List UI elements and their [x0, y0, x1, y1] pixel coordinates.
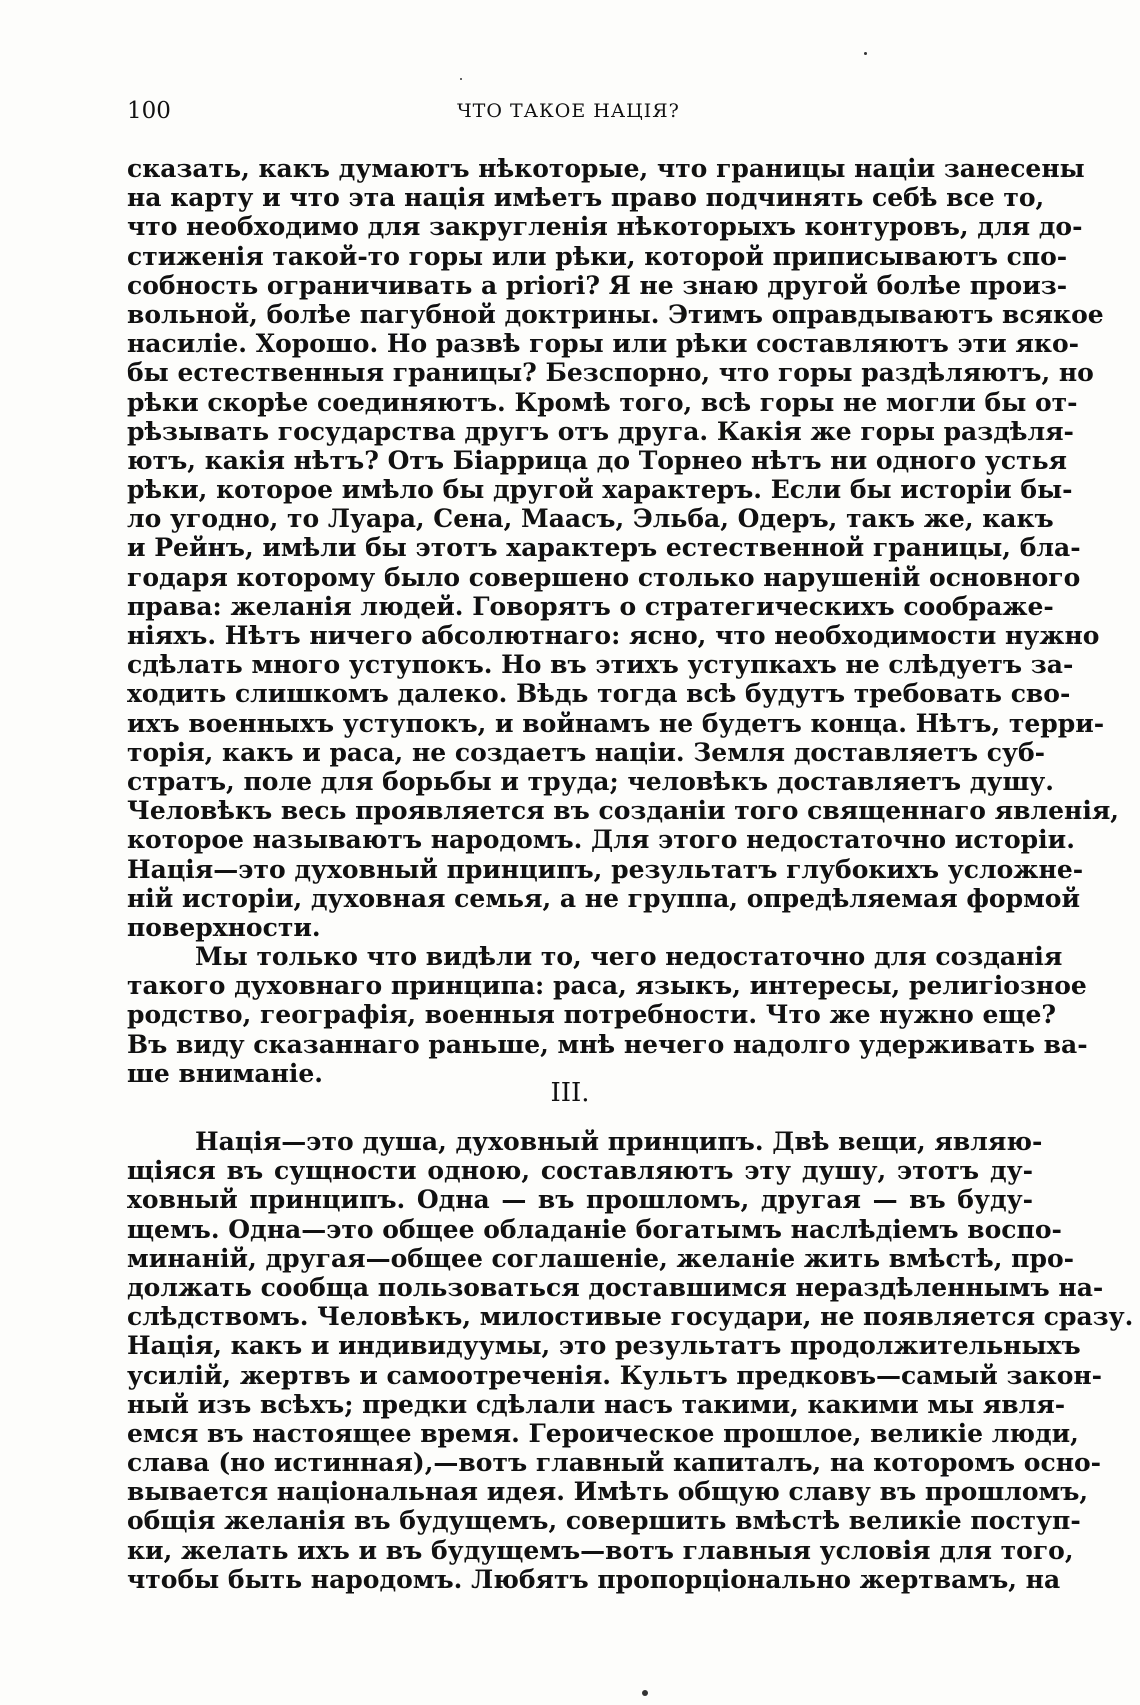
text-line: Нація—это духовный принципъ, результатъ глубокихъ усложне-	[127, 854, 1084, 884]
text-line: ше вниманіе.	[127, 1058, 324, 1088]
text-line: бы естественныя границы? Безспорно, что горы раздѣляютъ, но	[127, 358, 1094, 388]
text-line: насиліе. Хорошо. Но развѣ горы или рѣки составляютъ эти яко-	[127, 329, 1079, 359]
text-line: ній исторіи, духовная семья, а не группа, опредѣляемая формой	[127, 883, 1081, 913]
text-line: щемъ. Одна—это общее обладаніе богатымъ наслѣдіемъ воспо-	[127, 1214, 1062, 1244]
text-line: стратъ, поле для борьбы и труда; человѣкъ доставляетъ душу.	[127, 766, 1055, 796]
text-line: сдѣлать много уступокъ. Но въ этихъ уступкахъ не слѣдуетъ за-	[127, 650, 1074, 680]
text-line: на карту и что эта нація имѣетъ право подчинять себѣ все то,	[127, 183, 1045, 213]
text-line: вольной, болѣе пагубной доктрины. Этимъ оправдываютъ всякое	[127, 299, 1104, 329]
text-line: слѣдствомъ. Человѣкъ, милостивые государи, не появляется сразу.	[127, 1302, 1134, 1332]
text-line: которое называютъ народомъ. Для этого недостаточно исторіи.	[127, 825, 1075, 855]
text-line: Мы только что видѣли то, чего недостаточно для созданія	[195, 942, 1063, 972]
text-line: щіяся въ сущности одною, составляютъ эту душу, этотъ ду-	[127, 1156, 1033, 1186]
text-line: рѣзывать государства другъ отъ друга. Какія же горы раздѣля-	[127, 416, 1074, 446]
text-line: ный изъ всѣхъ; предки сдѣлали насъ такими, какими мы явля-	[127, 1389, 1066, 1419]
text-line: ихъ военныхъ уступокъ, и войнамъ не будетъ конца. Нѣтъ, терри-	[127, 708, 1105, 738]
text-line: усилій, жертвъ и самоотреченія. Культъ предковъ—самый закон-	[127, 1360, 1103, 1390]
text-line: ходить слишкомъ далеко. Вѣдь тогда всѣ будутъ требовать сво-	[127, 679, 1071, 709]
text-line: что необходимо для закругленія нѣкоторыхъ контуровъ, для до-	[127, 212, 1083, 242]
text-line: сказать, какъ думаютъ нѣкоторые, что границы націи занесены	[127, 154, 1085, 183]
text-line: стиженія такой-то горы или рѣки, которой приписываютъ спо-	[127, 241, 1068, 271]
text-line: родство, географія, военныя потребности. Что же нужно еще?	[127, 1000, 1057, 1030]
text-line: общія желанія въ будущемъ, совершить вмѣстѣ великіе поступ-	[127, 1506, 1081, 1536]
text-line: слава (но истинная),—вотъ главный капиталъ, на которомъ осно-	[127, 1448, 1102, 1478]
print-speck	[642, 1690, 648, 1696]
text-line: годаря которому было совершено столько нарушеній основного	[127, 562, 1081, 592]
running-title: ЧТО ТАКОЕ НАЦІЯ?	[457, 100, 680, 122]
text-line: минаній, другая—общее соглашеніе, желаніе жить вмѣстѣ, про-	[127, 1243, 1074, 1273]
text-line: ки, желать ихъ и въ будущемъ—вотъ главныя условія для того,	[127, 1535, 1074, 1565]
text-line: торія, какъ и раса, не создаетъ націи. Земля доставляетъ суб-	[127, 737, 1045, 767]
print-speck	[460, 78, 462, 80]
text-line: Нація, какъ и индивидуумы, это результатъ продолжительныхъ	[127, 1331, 1081, 1361]
text-line: права: желанія людей. Говорятъ о стратегическихъ соображе-	[127, 591, 1054, 621]
print-speck	[864, 52, 867, 55]
text-line: собность ограничивать a priori? Я не знаю другой болѣе произ-	[127, 270, 1068, 300]
text-line: ютъ, какія нѣтъ? Отъ Біаррица до Торнео нѣтъ ни одного устья	[127, 445, 1068, 475]
text-line: вывается національная идея. Имѣть общую славу въ прошломъ,	[127, 1477, 1089, 1507]
section-heading: III.	[550, 1078, 590, 1108]
text-line: и Рейнъ, имѣли бы этотъ характеръ естественной границы, бла-	[127, 533, 1081, 563]
text-line: емся въ настоящее время. Героическое прошлое, великіе люди,	[127, 1418, 1079, 1448]
page-number: 100	[127, 98, 171, 124]
text-line: Человѣкъ весь проявляется въ созданіи того священнаго явленія,	[127, 796, 1119, 826]
paragraph-2	[127, 942, 1088, 1088]
text-line: чтобы быть народомъ. Любятъ пропорціонально жертвамъ, на	[127, 1564, 1061, 1594]
text-line: поверхности.	[127, 912, 321, 942]
running-header	[127, 98, 1035, 128]
text-line: ло угодно, то Луара, Сена, Маасъ, Эльба, Одеръ, такъ же, какъ	[127, 504, 1054, 534]
body-text-upper	[127, 154, 1119, 1088]
text-line: ніяхъ. Нѣтъ ничего абсолютнаго: ясно, что необходимости нужно	[127, 621, 1100, 650]
body-text-lower	[127, 1127, 1134, 1594]
text-line: Въ виду сказаннаго раньше, мнѣ нечего надолго удерживать ва-	[127, 1029, 1088, 1059]
paragraph-3	[127, 1127, 1134, 1594]
text-line: рѣки скорѣе соединяютъ. Кромѣ того, всѣ горы не могли бы от-	[127, 387, 1078, 417]
paragraph-1	[127, 154, 1119, 942]
text-line: рѣки, которое имѣло бы другой характеръ. Если бы исторіи бы-	[127, 475, 1073, 505]
text-line: такого духовнаго принципа: раса, языкъ, интересы, религіозное	[127, 971, 1087, 1001]
text-line: должать сообща пользоваться доставшимся нераздѣленнымъ на-	[127, 1272, 1104, 1302]
text-line: Нація—это душа, духовный принципъ. Двѣ вещи, являю-	[195, 1127, 1043, 1156]
text-line: ховный принципъ. Одна — въ прошломъ, другая — въ буду-	[127, 1185, 1033, 1215]
